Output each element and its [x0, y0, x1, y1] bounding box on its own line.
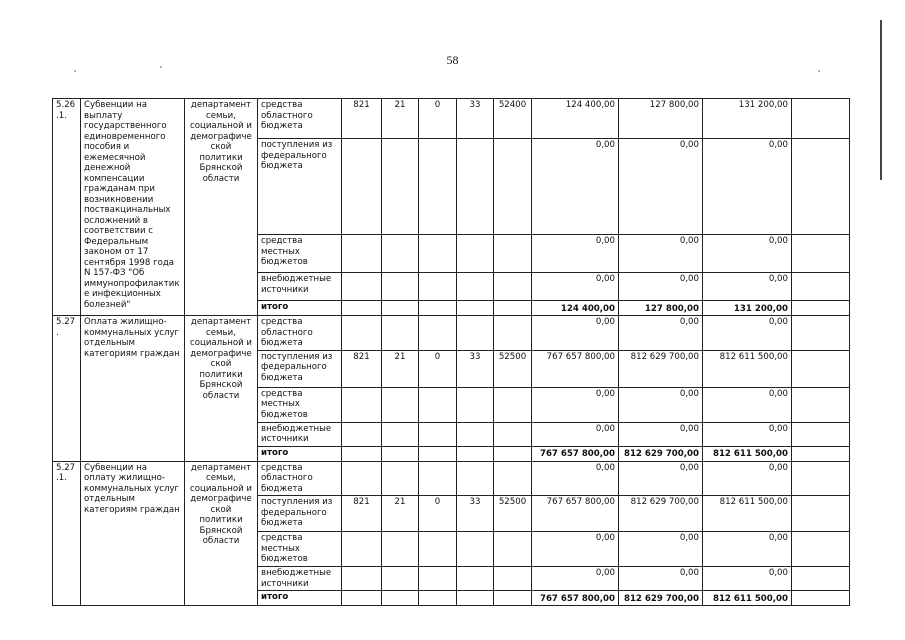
source-label: итого	[258, 591, 342, 606]
executor: департамент семьи, социальной и демографической политики Брянской области	[185, 99, 258, 316]
amount-cell: 0,00	[703, 235, 792, 273]
total-cell: 131 200,00	[703, 301, 792, 316]
amount-cell: 0,00	[703, 532, 792, 567]
amount-cell: 767 657 800,00	[532, 350, 619, 387]
table-row	[53, 316, 850, 351]
amount-cell: 812 611 500,00	[703, 496, 792, 532]
amount-cell: 0,00	[619, 387, 703, 422]
source-label: поступления из федерального бюджета	[258, 496, 342, 532]
total-cell: 812 611 500,00	[703, 591, 792, 606]
code-cell: 0	[419, 496, 457, 532]
total-cell: 127 800,00	[619, 301, 703, 316]
amount-cell: 812 611 500,00	[703, 350, 792, 387]
amount-cell: 0,00	[703, 273, 792, 301]
amount-cell: 0,00	[532, 422, 619, 446]
code-cell: 33	[457, 496, 494, 532]
code-cell: 821	[342, 99, 382, 139]
source-label: итого	[258, 446, 342, 461]
amount-cell: 0,00	[532, 273, 619, 301]
code-cell: 821	[342, 496, 382, 532]
total-cell: 767 657 800,00	[532, 591, 619, 606]
amount-cell: 0,00	[619, 567, 703, 591]
source-label: средства областного бюджета	[258, 316, 342, 351]
amount-cell: 0,00	[532, 316, 619, 351]
code-cell: 21	[382, 350, 419, 387]
source-label: итого	[258, 301, 342, 316]
budget-table	[52, 98, 850, 606]
scan-speck	[74, 70, 76, 72]
code-cell: 821	[342, 350, 382, 387]
amount-cell: 0,00	[703, 567, 792, 591]
scan-edge-mark	[880, 20, 882, 180]
source-label: поступления из федерального бюджета	[258, 139, 342, 235]
amount-cell: 812 629 700,00	[619, 350, 703, 387]
code-cell: 52500	[494, 496, 532, 532]
row-number: 5.26 .1.	[53, 99, 81, 316]
code-cell: 0	[419, 99, 457, 139]
empty-cell	[792, 99, 850, 139]
amount-cell: 0,00	[619, 532, 703, 567]
amount-cell: 0,00	[703, 387, 792, 422]
amount-cell: 0,00	[532, 387, 619, 422]
amount-cell: 0,00	[619, 235, 703, 273]
amount-cell: 0,00	[619, 461, 703, 496]
measure-name: Субвенции на оплату жилищно-коммунальных услуг отдельным категориям граждан	[81, 461, 185, 606]
code-cell: 21	[382, 99, 419, 139]
source-label: средства местных бюджетов	[258, 532, 342, 567]
amount-cell: 767 657 800,00	[532, 496, 619, 532]
source-label: средства областного бюджета	[258, 461, 342, 496]
amount-cell: 0,00	[703, 461, 792, 496]
total-cell: 124 400,00	[532, 301, 619, 316]
source-label: средства местных бюджетов	[258, 387, 342, 422]
table-row	[53, 99, 850, 139]
amount-cell: 0,00	[532, 532, 619, 567]
source-label: внебюджетные источники	[258, 273, 342, 301]
source-label: внебюджетные источники	[258, 567, 342, 591]
amount-cell: 0,00	[532, 235, 619, 273]
total-cell: 812 611 500,00	[703, 446, 792, 461]
amount-cell: 0,00	[532, 461, 619, 496]
amount-cell: 0,00	[619, 316, 703, 351]
source-label: средства областного бюджета	[258, 99, 342, 139]
amount-cell: 0,00	[703, 422, 792, 446]
code-cell: 33	[457, 350, 494, 387]
amount-cell: 124 400,00	[532, 99, 619, 139]
scan-speck	[160, 66, 162, 68]
code-cell: 52500	[494, 350, 532, 387]
source-label: внебюджетные источники	[258, 422, 342, 446]
measure-name: Оплата жилищно-коммунальных услуг отдельным категориям граждан	[81, 316, 185, 462]
amount-cell: 0,00	[703, 316, 792, 351]
total-cell: 812 629 700,00	[619, 591, 703, 606]
code-cell: 52400	[494, 99, 532, 139]
code-cell: 0	[419, 350, 457, 387]
amount-cell: 0,00	[619, 139, 703, 235]
amount-cell: 0,00	[619, 422, 703, 446]
amount-cell: 812 629 700,00	[619, 496, 703, 532]
amount-cell: 131 200,00	[703, 99, 792, 139]
amount-cell: 0,00	[532, 567, 619, 591]
code-cell: 33	[457, 99, 494, 139]
page-number: 58	[446, 53, 459, 67]
amount-cell: 0,00	[532, 139, 619, 235]
code-cell: 21	[382, 496, 419, 532]
amount-cell: 0,00	[703, 139, 792, 235]
table-row	[53, 461, 850, 496]
total-cell: 812 629 700,00	[619, 446, 703, 461]
source-label: поступления из федерального бюджета	[258, 350, 342, 387]
amount-cell: 0,00	[619, 273, 703, 301]
measure-name: Субвенции на выплату государственного единовременного пособия и ежемесячной денежной компенсации гражданам при возникновении поствакцинальных осложнений в соответствии с Федеральным законом от 17 сентября 1998 года N 157-ФЗ "Об иммунопрофилактике инфекционных болезней"	[81, 99, 185, 316]
executor: департамент семьи, социальной и демографической политики Брянской области	[185, 316, 258, 462]
row-number: 5.27 .1.	[53, 461, 81, 606]
amount-cell: 127 800,00	[619, 99, 703, 139]
scan-speck	[818, 70, 820, 72]
total-cell: 767 657 800,00	[532, 446, 619, 461]
executor: департамент семьи, социальной и демографической политики Брянской области	[185, 461, 258, 606]
row-number: 5.27 .	[53, 316, 81, 462]
source-label: средства местных бюджетов	[258, 235, 342, 273]
